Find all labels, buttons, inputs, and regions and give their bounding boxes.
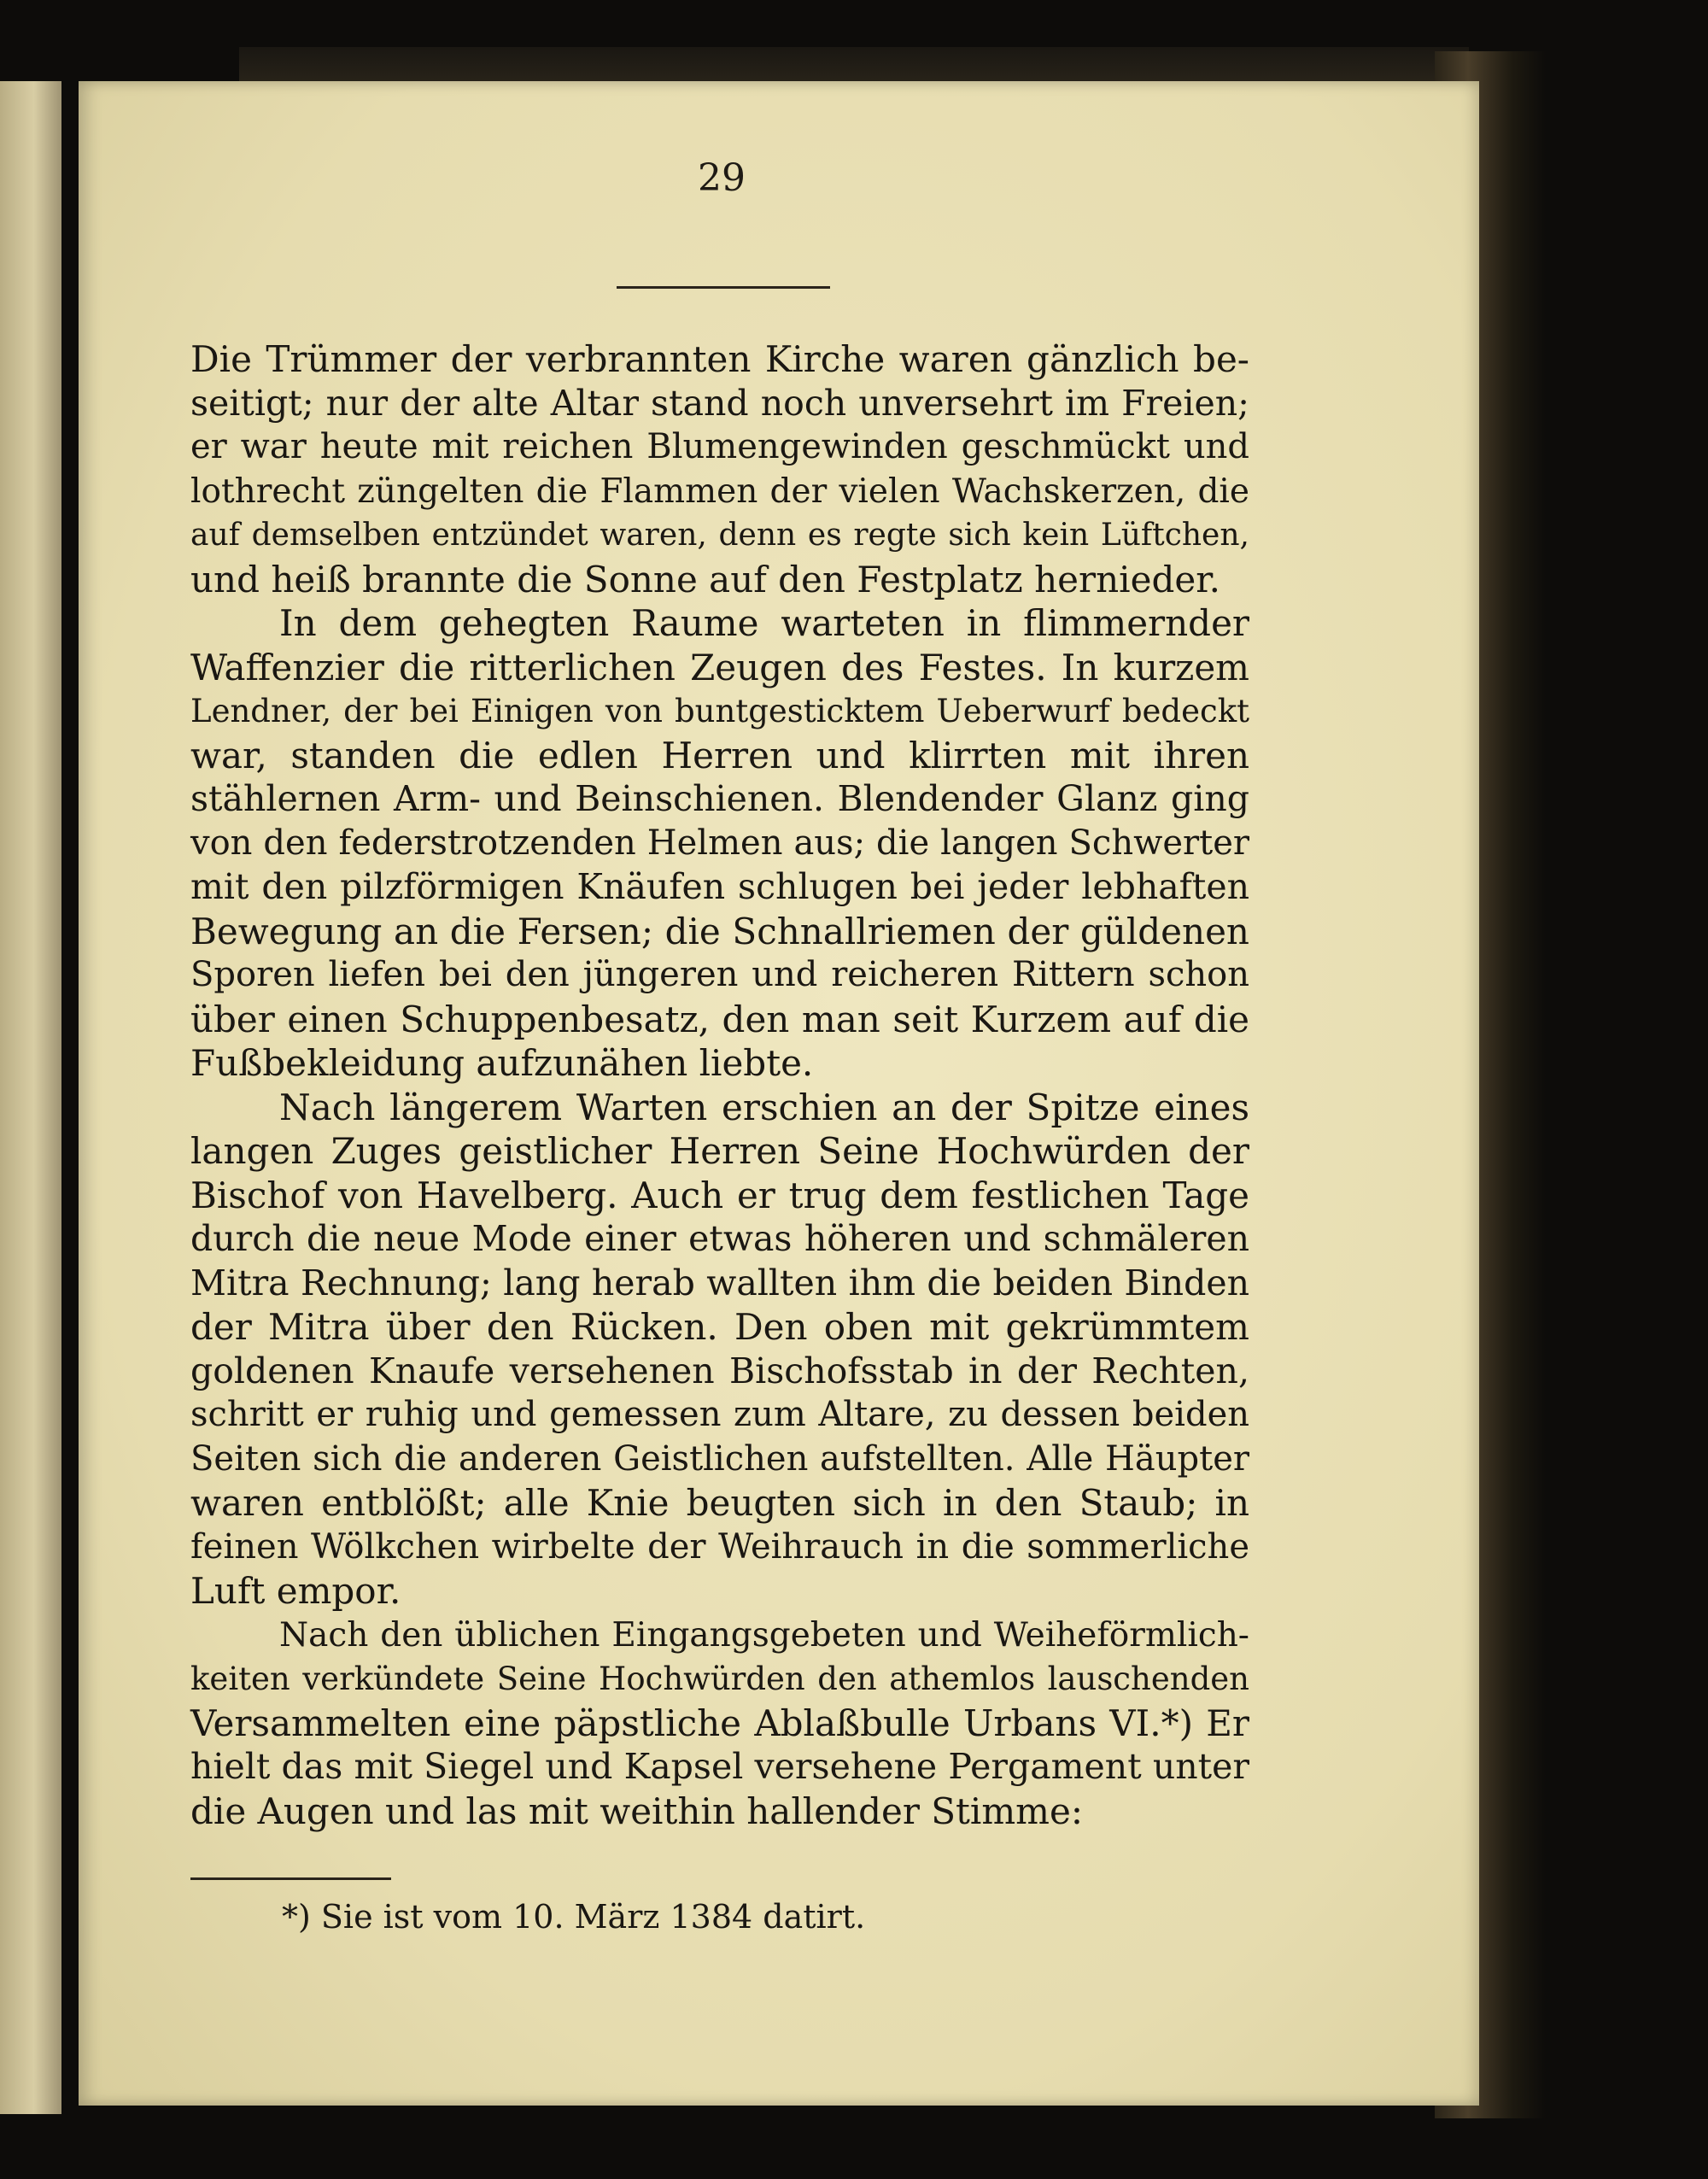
text-line: von den federstrotzenden Helmen aus; die langen Schwerter — [190, 823, 1249, 863]
text-line: hielt das mit Siegel und Kapsel versehene Pergament unter — [190, 1746, 1249, 1787]
text-line: feinen Wölkchen wirbelte der Weihrauch in die sommerliche — [190, 1526, 1249, 1567]
text-line: lothrecht züngelten die Flammen der vielen Wachskerzen, die — [190, 472, 1249, 511]
text-line: Mitra Rechnung; lang herab wallten ihm die beiden Binden — [190, 1262, 1249, 1303]
text-line: Waffenzier die ritterlichen Zeugen des Festes. In kurzem — [190, 646, 1249, 688]
text-line: stählernen Arm- und Beinschienen. Blendender Glanz ging — [190, 778, 1249, 819]
text-line: die Augen und las mit weithin hallender Stimme: — [190, 1789, 1084, 1832]
text-line: waren entblößt; alle Knie beugten sich in den Staub; in — [190, 1482, 1249, 1524]
text-line: über einen Schuppenbesatz, den man seit Kurzem auf die — [190, 998, 1249, 1040]
text-line: Fußbekleidung aufzunähen liebte. — [190, 1042, 814, 1084]
text-line: mit den pilzförmigen Knäufen schlugen bei jeder lebhaften — [190, 866, 1249, 907]
text-line: Nach den üblichen Eingangsgebeten und Weiheförmlich- — [279, 1615, 1249, 1655]
text-line: durch die neue Mode einer etwas höheren und schmäleren — [190, 1218, 1249, 1259]
text-line: Sporen liefen bei den jüngeren und reicheren Rittern schon — [190, 955, 1249, 994]
text-line: er war heute mit reichen Blumengewinden geschmückt und — [190, 427, 1249, 466]
text-line: goldenen Knaufe versehenen Bischofsstab in der Rechten, — [190, 1350, 1249, 1391]
text-line: der Mitra über den Rücken. Den oben mit gekrümmtem — [190, 1306, 1249, 1348]
text-line: langen Zuges geistlicher Herren Seine Hochwürden der — [190, 1130, 1249, 1172]
text-line: auf demselben entzündet waren, denn es regte sich kein Lüftchen, — [190, 518, 1249, 553]
text-line: Die Trümmer der verbrannten Kirche waren gänzlich be- — [190, 338, 1249, 380]
text-line: Versammelten eine päpstliche Ablaßbulle Urbans VI.*) Er — [190, 1702, 1249, 1744]
body-text — [190, 337, 1249, 1833]
text-line: Lendner, der bei Einigen von buntgesticktem Ueberwurf bedeckt — [190, 693, 1249, 729]
text-line: Bischof von Havelberg. Auch er trug dem festlichen Tage — [190, 1174, 1249, 1216]
text-line: Nach längerem Warten erschien an der Spitze eines — [279, 1086, 1249, 1128]
text-line: seitigt; nur der alte Altar stand noch unversehrt im Freien; — [190, 382, 1249, 424]
text-line: Luft empor. — [190, 1570, 401, 1612]
text-line: In dem gehegten Raume warteten in flimmernder — [279, 602, 1249, 644]
text-line: Seiten sich die anderen Geistlichen aufstellten. Alle Häupter — [190, 1438, 1249, 1479]
footnote: *) Sie ist vom 10. März 1384 datirt. — [282, 1898, 866, 1936]
text-line: schritt er ruhig und gemessen zum Altare, zu dessen beiden — [190, 1395, 1249, 1434]
text-line: und heiß brannte die Sonne auf den Festplatz hernieder. — [190, 558, 1221, 600]
text-line: keiten verkündete Seine Hochwürden den athemlos lauschenden — [190, 1661, 1249, 1697]
page-number: 29 — [698, 156, 746, 200]
text-line: Bewegung an die Fersen; die Schnallriemen der güldenen — [190, 910, 1249, 952]
left-page-edge — [0, 81, 61, 2114]
text-line: war, standen die edlen Herren und klirrten mit ihren — [190, 734, 1249, 776]
footnote-rule — [190, 1877, 391, 1880]
header-rule — [617, 286, 830, 289]
